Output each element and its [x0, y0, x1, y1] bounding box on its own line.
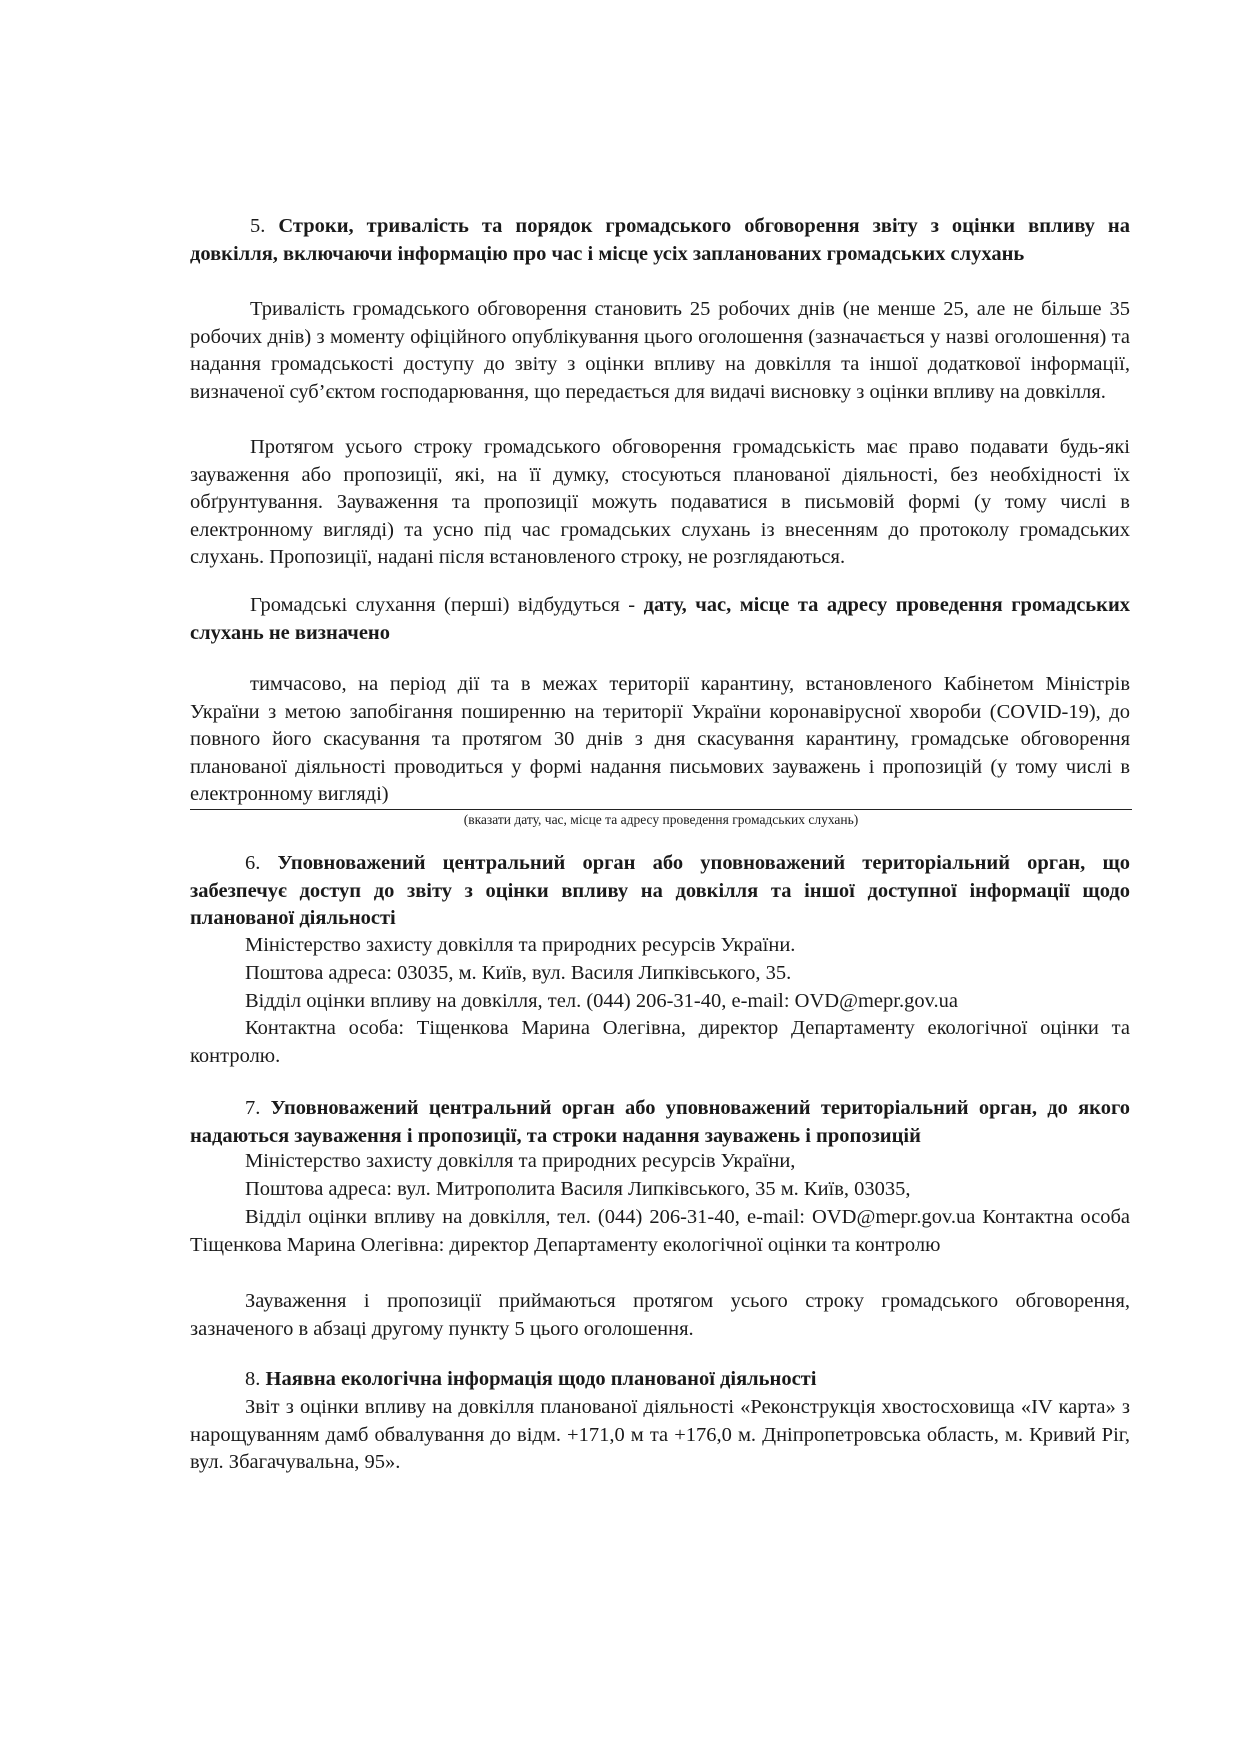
section-6-title: Уповноважений центральний орган або уповноважений територіальний орган, що забезпечує доступ до звіту з оцінки впливу на довкілля та іншої доступної інформації щодо планованої діяльності	[190, 852, 1131, 929]
section-5-paragraph-4: тимчасово, на період дії та в межах території карантину, встановленого Кабінетом Міністрів України з метою запобігання поширенню на території України коронавірусної хвороби (COVID-19), до повного його скасування та протягом 30 днів з дня скасування карантину, громадське обговорення планованої діяльності проводиться у формі надання письмових зауважень і пропозицій (у тому числі в електронному вигляді)	[190, 673, 1130, 805]
section-6-line-3: Відділ оцінки впливу на довкілля, тел. (044) 206-31-40, e-mail: OVD@mepr.gov.ua	[245, 990, 958, 1012]
section-7-line-1: Міністерство захисту довкілля та природних ресурсів України,	[245, 1150, 796, 1172]
fill-in-caption: (вказати дату, час, місце та адресу проведення громадських слухань)	[463, 812, 859, 827]
fill-in-underline	[190, 809, 1132, 810]
section-5-number: 5.	[250, 215, 266, 237]
section-6-line-1: Міністерство захисту довкілля та природних ресурсів України.	[245, 934, 796, 956]
hearing-lead-text: Громадські слухання (перші) відбудуться -	[250, 594, 636, 616]
section-8-paragraph-1: Звіт з оцінки впливу на довкілля планованої діяльності «Реконструкція хвостосховища «IV карта» з нарощуванням дамб обвалування до відм. +171,0 м та +176,0 м. Дніпропетровська область, м. Кривий Ріг, вул. Збагачувальна, 95».	[190, 1396, 1130, 1473]
section-7-number: 7.	[245, 1097, 261, 1119]
section-5-paragraph-2: Протягом усього строку громадського обговорення громадськість має право подавати будь-які зауваження або пропозиції, які, на її думку, стосуються планованої діяльності, без необхідності їх обґрунтування. Зауваження та пропозиції можуть подаватися в письмовій формі (у тому числі в електронному вигляді) та усно під час громадських слухань із внесенням до протоколу громадських слухань. Пропозиції, надані після встановленого строку, не розглядаються.	[190, 436, 1130, 568]
section-8-number: 8.	[245, 1368, 261, 1390]
section-6-line-2: Поштова адреса: 03035, м. Київ, вул. Василя Липківського, 35.	[245, 962, 792, 984]
section-5-paragraph-1: Тривалість громадського обговорення становить 25 робочих днів (не менше 25, але не більше 35 робочих днів) з моменту офіційного опублікування цього оголошення (зазначається у назві оголошення) та надання громадськості доступу до звіту з оцінки впливу на довкілля та іншої додаткової інформації, визначеної суб’єктом господарювання, що передається для видачі висновку з оцінки впливу на довкілля.	[190, 298, 1130, 403]
section-5-heading	[190, 213, 1130, 268]
section-5-title: Строки, тривалість та порядок громадського обговорення звіту з оцінки впливу на довкілля, включаючи інформацію про час і місце усіх запланованих громадських слухань	[190, 215, 1130, 265]
section-8-heading	[190, 1366, 1130, 1394]
section-6-heading	[190, 850, 1130, 933]
hearing-details: дату, час, місце та адресу проведення громадських слухань не визначено	[190, 594, 1131, 644]
section-7-line-2: Поштова адреса: вул. Митрополита Василя Липківського, 35 м. Київ, 03035,	[245, 1178, 911, 1200]
section-6-number: 6.	[245, 852, 261, 874]
section-7-line-4: Зауваження і пропозиції приймаються протягом усього строку громадського обговорення, зазначеного в абзаці другому пункту 5 цього оголошення.	[190, 1290, 1130, 1340]
section-7-heading	[190, 1095, 1130, 1150]
section-5-paragraph-3	[190, 592, 1130, 647]
section-8-title: Наявна екологічна інформація щодо планованої діяльності	[265, 1368, 817, 1390]
section-6-line-4: Контактна особа: Тіщенкова Марина Олегівна, директор Департаменту екологічної оцінки та контролю.	[190, 1017, 1130, 1067]
section-7-line-3: Відділ оцінки впливу на довкілля, тел. (044) 206-31-40, e-mail: OVD@mepr.gov.ua Контактна особа Тіщенкова Марина Олегівна: директор Департаменту екологічної оцінки та контролю	[190, 1206, 1130, 1256]
section-7-title: Уповноважений центральний орган або уповноважений територіальний орган, до якого надаються зауваження і пропозиції, та строки надання зауважень і пропозицій	[190, 1097, 1130, 1147]
